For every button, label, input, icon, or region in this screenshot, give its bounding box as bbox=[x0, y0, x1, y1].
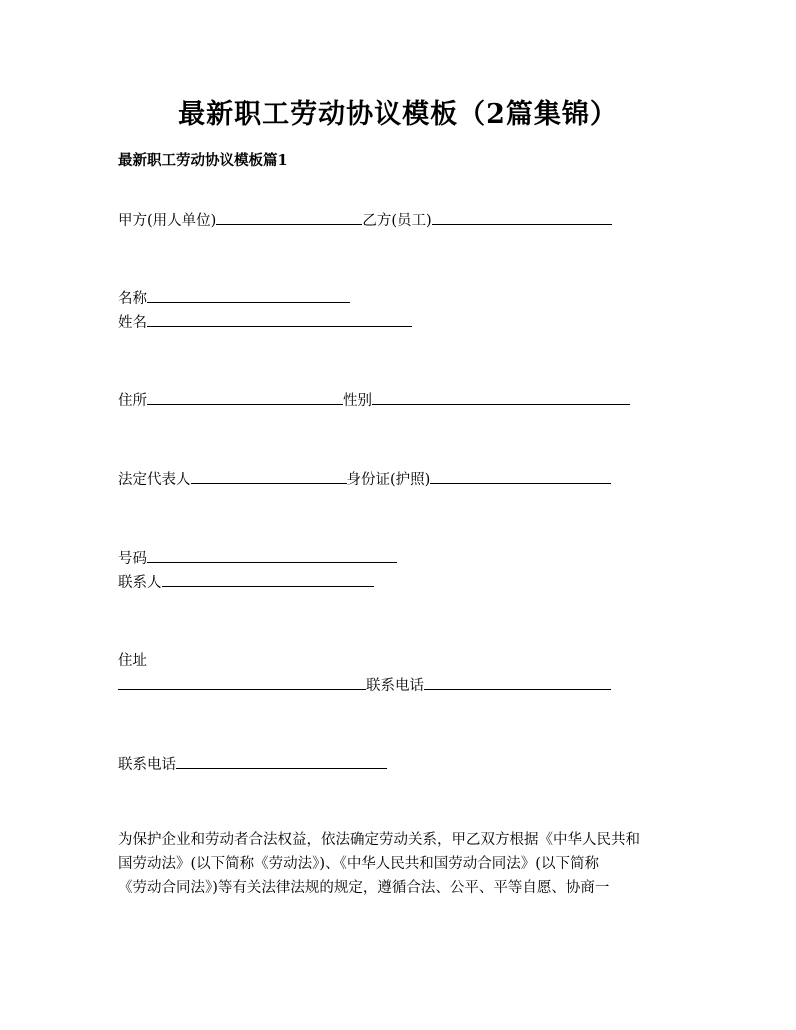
paragraph-line: 国劳动法》(以下简称《劳动法》)、《中华人民共和国劳动合同法》(以下简称 bbox=[118, 856, 599, 872]
paragraph-line: 为保护企业和劳动者合法权益，依法确定劳动关系，甲乙双方根据《中华人民共和 bbox=[118, 832, 640, 848]
party-b-blank[interactable] bbox=[432, 210, 612, 225]
party-row bbox=[118, 210, 612, 231]
intro-paragraph bbox=[118, 828, 688, 900]
id-card-label: 身份证(护照) bbox=[346, 472, 431, 488]
legal-rep-row bbox=[118, 469, 611, 490]
contact-person-blank[interactable] bbox=[162, 572, 374, 587]
gender-label: 性别 bbox=[343, 393, 372, 409]
paragraph-line: 《劳动合同法》)等有关法律法规的规定，遵循合法、公平、平等自愿、协商一 bbox=[118, 880, 610, 896]
address-row bbox=[118, 651, 147, 671]
name-blank[interactable] bbox=[147, 288, 350, 303]
full-name-label: 姓名 bbox=[118, 315, 147, 331]
contact-phone-label: 联系电话 bbox=[366, 678, 424, 694]
number-label: 号码 bbox=[118, 551, 147, 567]
full-name-row bbox=[118, 312, 412, 333]
residence-blank[interactable] bbox=[147, 390, 343, 405]
gender-blank[interactable] bbox=[372, 390, 630, 405]
address-label: 住址 bbox=[118, 653, 147, 669]
party-b-label: 乙方(员工) bbox=[362, 213, 432, 229]
full-name-blank[interactable] bbox=[147, 312, 412, 327]
contact-phone-row bbox=[118, 754, 387, 775]
name-row bbox=[118, 288, 350, 309]
residence-row bbox=[118, 390, 630, 411]
legal-rep-blank[interactable] bbox=[191, 469, 347, 484]
party-a-label: 甲方(用人单位) bbox=[118, 213, 217, 229]
name-label: 名称 bbox=[118, 291, 147, 307]
legal-rep-label: 法定代表人 bbox=[118, 472, 191, 488]
residence-label: 住所 bbox=[118, 393, 147, 409]
address-blank[interactable] bbox=[118, 675, 366, 690]
section-heading: 最新职工劳动协议模板篇1 bbox=[118, 152, 288, 169]
contact-person-label: 联系人 bbox=[118, 575, 162, 591]
id-card-blank[interactable] bbox=[430, 469, 611, 484]
contact-phone-label-2: 联系电话 bbox=[118, 757, 176, 773]
party-a-blank[interactable] bbox=[216, 210, 362, 225]
contact-phone-blank-2[interactable] bbox=[176, 754, 387, 769]
address-phone-row bbox=[118, 675, 611, 696]
number-row bbox=[118, 548, 397, 569]
number-blank[interactable] bbox=[147, 548, 397, 563]
document-title: 最新职工劳动协议模板（2篇集锦） bbox=[178, 99, 618, 130]
contact-phone-blank[interactable] bbox=[424, 675, 611, 690]
contact-person-row bbox=[118, 572, 374, 593]
